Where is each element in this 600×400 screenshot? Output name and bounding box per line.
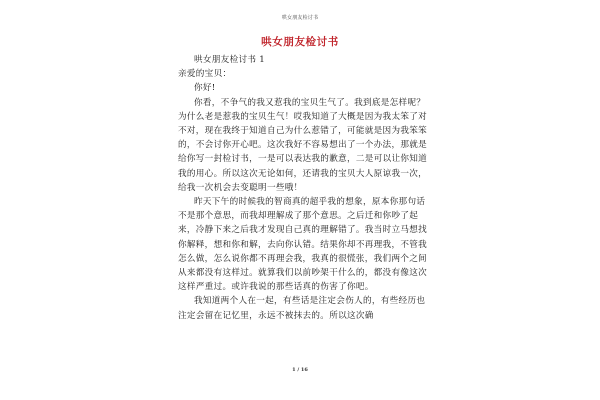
page-number: 1 / 16 xyxy=(292,367,308,373)
body-paragraph: 你看，不争气的我又惹我的宝贝生气了。我到底是怎样呢？为什么老是惹我的宝贝生气！哎我知道了大概是因为我太笨了对不对，现在我终于知道自己为什么惹错了，可能就是因为我笨笨的，不会讨你开心吧。这次我好不容易想出了一个办法，那就是给你写一封检讨书，一是可以表达我的歉意，二是可以让你知道我的用心。所以这次无论如何，还请我的宝贝大人原谅我一次，给我一次机会去变聪明一些哦！ xyxy=(178,97,428,193)
document-body xyxy=(178,53,430,323)
document-subtitle: 哄女朋友检讨书 1 xyxy=(194,55,266,65)
salutation: 亲爱的宝贝： xyxy=(178,69,232,80)
body-paragraph: 我知道两个人在一起，有些话是注定会伤人的，有些经历也注定会留在记忆里，永远不被抹去的。所以这次确 xyxy=(178,296,426,321)
running-header: 哄女朋友检讨书 xyxy=(281,15,319,21)
document-title: 哄女朋友检讨书 xyxy=(261,36,339,48)
greeting: 你好! xyxy=(194,83,216,94)
body-paragraph: 昨天下午的时候我的智商真的超乎我的想象，原本你那句话不是那个意思，而我却理解成了那个意思。之后迁和你吵了起来，冷静下来之后我才发现自己真的理解错了。我当时立马想找你解释，想和你和解，去向你认错。结果你却不再理我，不管我怎么做，怎么说你都不再理会我，我真的很慌张，我们两个之间从来都没有这样过。就算我们以前吵架干什么的，都没有像这次这样严重过。或许我说的那些话真的伤害了你吧。 xyxy=(178,197,428,293)
